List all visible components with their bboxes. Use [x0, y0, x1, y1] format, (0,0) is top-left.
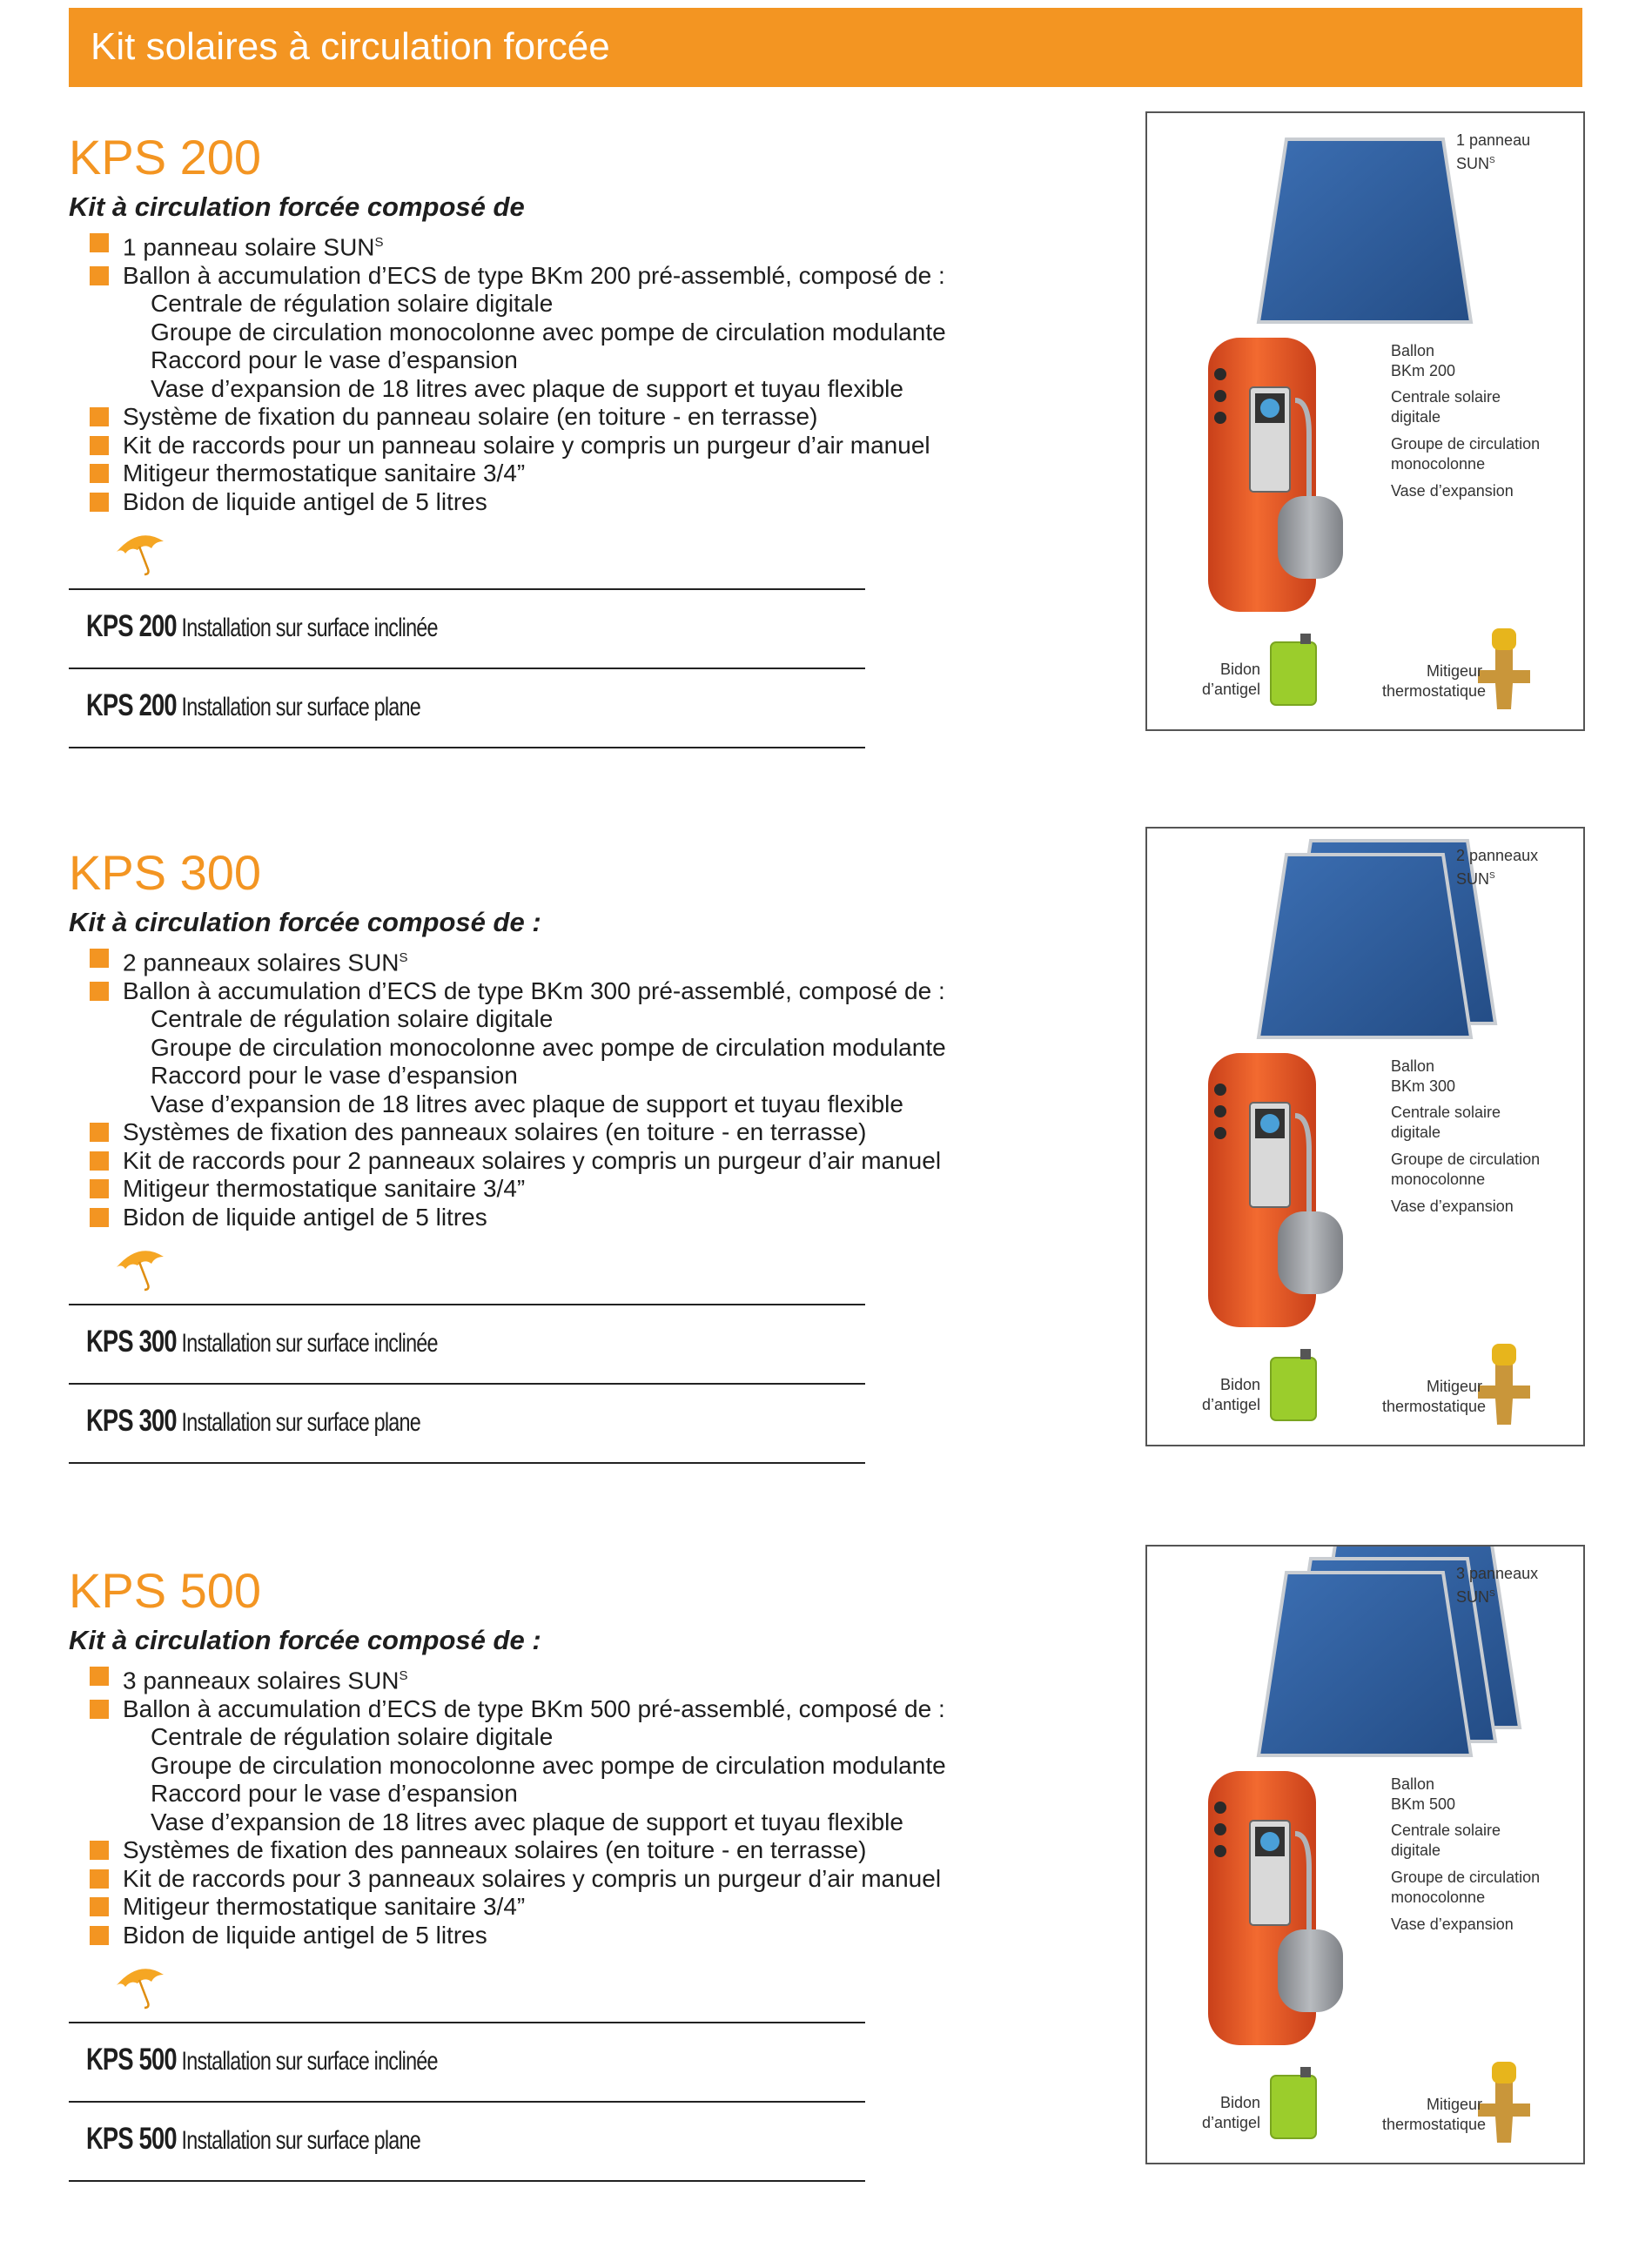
mixer-knob — [1492, 628, 1516, 650]
component-item: Ballon à accumulation d’ECS de type BKm 500 pré-assemblé, composé de : — [90, 1695, 1012, 1724]
component-subitem: Vase d’expansion de 18 litres avec plaque de support et tuyau flexible — [151, 1090, 903, 1117]
thermostatic-mixer — [1478, 1364, 1530, 1425]
component-subitem: Groupe de circulation monocolonne avec pompe de circulation modulante — [151, 1751, 946, 1779]
product-drawing — [1147, 1547, 1583, 2163]
controller-label: Centrale solaire digitale — [1391, 388, 1501, 426]
thermostatic-mixer — [1478, 648, 1530, 709]
order-option: KPS 200 Installation sur surface inclinée — [86, 609, 438, 643]
pump-dial-icon — [1260, 1114, 1279, 1133]
kit-illustration — [1145, 111, 1585, 731]
antifreeze-can — [1271, 642, 1316, 705]
divider — [69, 588, 865, 590]
can-cap — [1300, 634, 1311, 644]
component-item: Systèmes de fixation des panneaux solaires (en toiture - en terrasse) — [90, 1118, 1012, 1147]
pump-dial-icon — [1260, 399, 1279, 418]
divider — [69, 1383, 865, 1385]
component-item: 2 panneaux solaires $SUN^S$ — [90, 944, 1012, 977]
vessel-label: Vase d’expansion — [1391, 1198, 1514, 1215]
mixer-knob — [1492, 1344, 1516, 1365]
kit-illustration — [1145, 827, 1585, 1446]
expansion-vessel — [1278, 496, 1343, 579]
component-item: Kit de raccords pour 2 panneaux solaires y compris un purgeur d’air manuel — [90, 1147, 1012, 1176]
order-option: KPS 200 Installation sur surface plane — [86, 688, 421, 722]
component-item: Mitigeur thermostatique sanitaire 3/4” — [90, 460, 1012, 488]
component-item: Ballon à accumulation d’ECS de type BKm 200 pré-assemblé, composé de : — [90, 262, 1012, 291]
mixer-knob — [1492, 2062, 1516, 2083]
pump-group-label: Groupe de circulation monocolonne — [1391, 435, 1541, 473]
mixer-label: Mitigeur thermostatique — [1382, 2096, 1487, 2133]
component-item: Bidon de liquide antigel de 5 litres — [90, 488, 1012, 517]
product-drawing — [1147, 829, 1583, 1445]
component-item: Ballon à accumulation d’ECS de type BKm 300 pré-assemblé, composé de : — [90, 977, 1012, 1006]
component-subitem: Centrale de régulation solaire digitale — [151, 1723, 554, 1751]
vessel-label: Vase d’expansion — [1391, 482, 1514, 500]
divider — [69, 747, 865, 748]
kit-subtitle: Kit à circulation forcée composé de — [69, 191, 525, 222]
kit-title: KPS 500 — [69, 1563, 262, 1618]
antifreeze-label: Bidon d’antigel — [1201, 2094, 1260, 2131]
component-subitem: Centrale de régulation solaire digitale — [151, 290, 554, 318]
pump-group-label: Groupe de circulation monocolonne — [1391, 1869, 1541, 1906]
banner-title: Kit solaires à circulation forcée — [91, 25, 610, 68]
kit-section — [0, 129, 1652, 808]
expansion-vessel — [1278, 1929, 1343, 2012]
umbrella-icon — [113, 1245, 167, 1293]
can-cap — [1300, 1349, 1311, 1359]
pump-dial-icon — [1260, 1832, 1279, 1851]
component-item: Mitigeur thermostatique sanitaire 3/4” — [90, 1893, 1012, 1922]
expansion-vessel — [1278, 1211, 1343, 1294]
component-subitem: Raccord pour le vase d’espansion — [151, 346, 518, 374]
component-subitem: Groupe de circulation monocolonne avec pompe de circulation modulante — [151, 1033, 946, 1061]
order-option: KPS 500 Installation sur surface inclinée — [86, 2043, 438, 2077]
antifreeze-label: Bidon d’antigel — [1201, 1376, 1260, 1413]
connector — [1214, 368, 1226, 380]
component-list — [90, 229, 1012, 516]
component-item: Bidon de liquide antigel de 5 litres — [90, 1922, 1012, 1950]
thermostatic-mixer — [1478, 2082, 1530, 2143]
divider — [69, 1462, 865, 1464]
order-option: KPS 500 Installation sur surface plane — [86, 2122, 421, 2156]
component-item: Kit de raccords pour 3 panneaux solaires y compris un purgeur d’air manuel — [90, 1865, 1012, 1894]
can-cap — [1300, 2067, 1311, 2077]
component-item: Bidon de liquide antigel de 5 litres — [90, 1204, 1012, 1232]
connector — [1214, 390, 1226, 402]
panel-label: 2 panneaux $SUN^S$ — [1456, 847, 1539, 888]
umbrella-icon — [113, 529, 167, 578]
divider — [69, 2180, 865, 2182]
connector — [1214, 1084, 1226, 1096]
connector — [1214, 1845, 1226, 1857]
tank-label: Ballon BKm 300 — [1391, 1057, 1456, 1095]
kit-illustration — [1145, 1545, 1585, 2164]
connector — [1214, 412, 1226, 424]
connector — [1214, 1823, 1226, 1835]
kit-subtitle: Kit à circulation forcée composé de : — [69, 1625, 541, 1655]
component-subitem: Raccord pour le vase d’espansion — [151, 1780, 518, 1808]
component-item: Mitigeur thermostatique sanitaire 3/4” — [90, 1175, 1012, 1204]
solar-panel — [1259, 1573, 1471, 1755]
kit-subtitle: Kit à circulation forcée composé de : — [69, 907, 541, 937]
divider — [69, 668, 865, 669]
component-subitem: Raccord pour le vase d’espansion — [151, 1062, 518, 1090]
connector — [1214, 1802, 1226, 1814]
component-item: 3 panneaux solaires $SUN^S$ — [90, 1662, 1012, 1695]
connector — [1214, 1105, 1226, 1117]
component-item: Système de fixation du panneau solaire (en toiture - en terrasse) — [90, 403, 1012, 432]
product-drawing — [1147, 113, 1583, 729]
component-subitem: Vase d’expansion de 18 litres avec plaque de support et tuyau flexible — [151, 374, 903, 402]
component-item: Systèmes de fixation des panneaux solaires (en toiture - en terrasse) — [90, 1836, 1012, 1865]
component-item: Kit de raccords pour un panneau solaire y compris un purgeur d’air manuel — [90, 432, 1012, 460]
antifreeze-can — [1271, 2076, 1316, 2138]
kit-title: KPS 200 — [69, 130, 262, 185]
pump-group-label: Groupe de circulation monocolonne — [1391, 1151, 1541, 1188]
tank-label: Ballon BKm 500 — [1391, 1775, 1456, 1813]
header-banner — [69, 8, 1582, 87]
controller-label: Centrale solaire digitale — [1391, 1822, 1501, 1859]
antifreeze-label: Bidon d’antigel — [1201, 661, 1260, 698]
tank-label: Ballon BKm 200 — [1391, 342, 1456, 379]
antifreeze-can — [1271, 1358, 1316, 1420]
solar-panel — [1259, 139, 1471, 322]
vessel-label: Vase d’expansion — [1391, 1916, 1514, 1933]
divider — [69, 2101, 865, 2103]
component-subitem: Centrale de régulation solaire digitale — [151, 1005, 554, 1033]
kit-section — [0, 844, 1652, 1523]
panel-label: 3 panneaux $SUN^S$ — [1456, 1565, 1539, 1606]
connector — [1214, 1127, 1226, 1139]
component-subitem: Groupe de circulation monocolonne avec pompe de circulation modulante — [151, 318, 946, 346]
component-subitem: Vase d’expansion de 18 litres avec plaque de support et tuyau flexible — [151, 1808, 903, 1835]
component-list — [90, 944, 1012, 1231]
kit-section — [0, 1562, 1652, 2241]
solar-panel — [1259, 855, 1471, 1037]
order-option: KPS 300 Installation sur surface plane — [86, 1404, 421, 1438]
mixer-label: Mitigeur thermostatique — [1382, 1378, 1487, 1415]
panel-label: 1 panneau $SUN^S$ — [1456, 131, 1531, 172]
component-item: 1 panneau solaire $SUN^S$ — [90, 229, 1012, 262]
component-list — [90, 1662, 1012, 1949]
umbrella-icon — [113, 1963, 167, 2011]
divider — [69, 1304, 865, 1305]
order-option: KPS 300 Installation sur surface inclinée — [86, 1325, 438, 1359]
kit-title: KPS 300 — [69, 845, 262, 900]
divider — [69, 2022, 865, 2023]
mixer-label: Mitigeur thermostatique — [1382, 662, 1487, 700]
controller-label: Centrale solaire digitale — [1391, 1104, 1501, 1141]
